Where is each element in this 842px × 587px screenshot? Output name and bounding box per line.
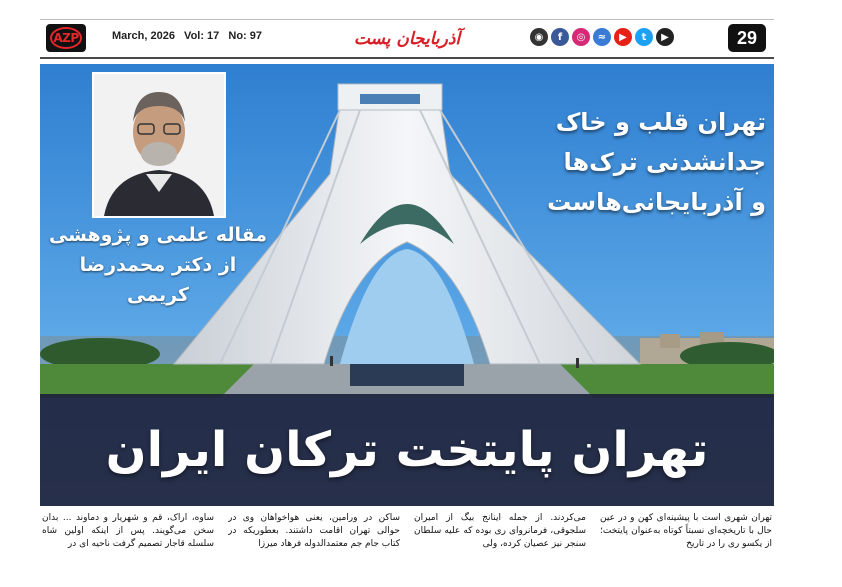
issue-volume: Vol: 17 [184, 30, 220, 42]
facebook-icon[interactable]: f [551, 28, 569, 46]
azp-logo [46, 24, 86, 52]
podcast-icon[interactable]: ◉ [530, 28, 548, 46]
page-header [40, 18, 774, 60]
article-column-4: ساوه، اراک، قم و شهریار و دماوند ... بدان سخن می‌گویند. پس از اینکه اولین شاه سلسله قاجار تصمیم گرفت ناحیه ای در [42, 513, 214, 549]
headline-line-2: جدانشدنی ترک‌ها [563, 148, 766, 176]
header-top-rule [40, 19, 774, 20]
logo-text: AZP [53, 31, 79, 45]
author-photo [94, 74, 224, 216]
title-banner [40, 394, 774, 506]
author-portrait [92, 72, 226, 218]
page-number: 29 [728, 24, 766, 52]
logo-ring [50, 27, 82, 49]
twitter-icon[interactable]: t [635, 28, 653, 46]
social-icons [530, 28, 674, 50]
banner-title: تهران پایتخت ترکان ایران [105, 422, 709, 478]
header-bottom-rule [40, 57, 774, 59]
article-columns [40, 512, 774, 587]
hero-image [40, 64, 774, 506]
issue-info [112, 30, 268, 42]
issue-number: No: 97 [228, 30, 262, 42]
instagram-icon[interactable]: ◎ [572, 28, 590, 46]
hero-headline [500, 102, 766, 222]
article-column-1: تهران شهری است با پیشینه‌ای کهن و در عین حال با تاریخچه‌ای نسبتاً کوتاه به‌عنوان پایتخت؛ از یکسو ری را در تاریخ [600, 513, 772, 549]
article-column-2: می‌کردند. از جمله اینانج بیگ از امیران سلجوقی، فرمانروای ری بوده که علیه سلطان سنجر نیز عصیان کرده، ولی [414, 513, 586, 549]
article-column-3: ساکن در ورامین، یعنی هواخواهان وی در حوالی تهران اقامت داشتند. بعطوریکه در کتاب جام جم معتمدالدوله فرهاد میرزا [228, 513, 400, 549]
headline-line-3: و آذربایجانی‌هاست [547, 188, 766, 216]
author-byline [48, 220, 268, 310]
castbox-icon[interactable]: ≈ [593, 28, 611, 46]
youtube-icon[interactable]: ▶ [614, 28, 632, 46]
masthead-title: آذربایجان پست [353, 29, 461, 49]
byline-line-2: از دکتر محمدرضا کریمی [79, 254, 237, 306]
byline-line-1: مقاله علمی و پژوهشی [48, 224, 268, 246]
play-icon[interactable]: ▶ [656, 28, 674, 46]
headline-line-1: تهران قلب و خاک [555, 108, 766, 136]
newspaper-page [40, 18, 774, 587]
issue-date: March, 2026 [112, 30, 175, 42]
